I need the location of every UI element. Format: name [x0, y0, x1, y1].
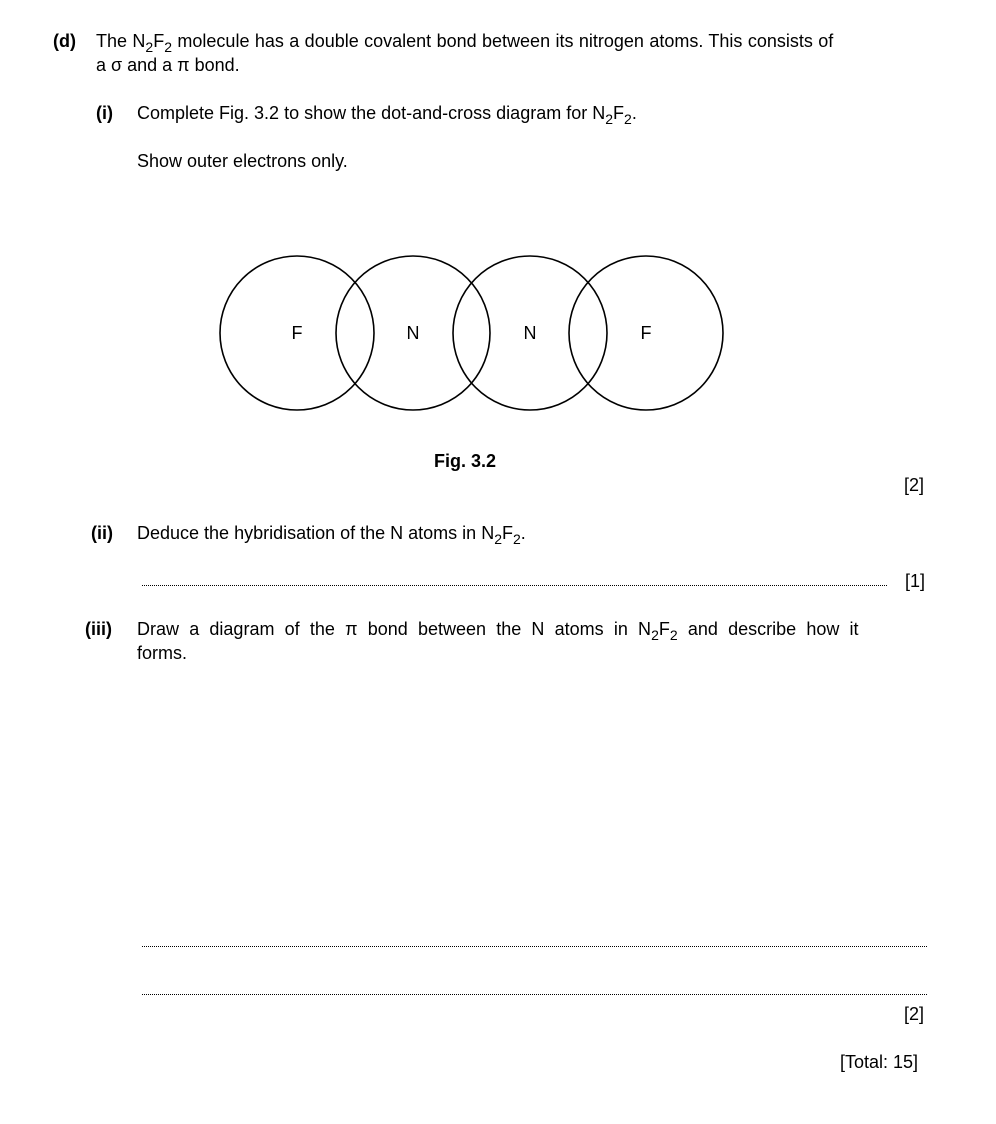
part-i-instruction-before: Complete Fig. 3.2 to show the dot-and-cross diagram for N [137, 103, 606, 123]
part-i-instruction-after: . [631, 103, 637, 123]
part-iii-question-mid: F [658, 619, 670, 639]
atom-label-f-left: F [291, 323, 303, 343]
part-ii-label: (ii) [91, 523, 113, 543]
atom-label-n-left: N [406, 323, 420, 343]
total-marks: [Total: 15] [840, 1052, 919, 1072]
part-d-intro [96, 31, 834, 55]
part-i-marks: [2] [904, 475, 925, 495]
part-iii-question-sub2: 2 [669, 627, 678, 643]
part-i-label: (i) [96, 103, 113, 123]
part-ii-question-mid: F [501, 523, 513, 543]
part-ii-question-after: . [520, 523, 526, 543]
part-iii-question-line2: forms. [137, 643, 188, 663]
part-d-label: (d) [53, 31, 76, 51]
part-iii-answer-line-2[interactable] [142, 994, 927, 995]
atom-label-n-right: N [523, 323, 537, 343]
part-iii-question-after: and describe how it [677, 619, 859, 639]
part-iii-question-sub1: 2 [651, 627, 659, 643]
atom-circle-n-right[interactable] [453, 256, 607, 410]
part-d-intro-sub2: 2 [164, 39, 173, 55]
part-ii-question-sub2: 2 [512, 531, 521, 547]
part-iii-label: (iii) [85, 619, 112, 639]
part-ii-question-sub1: 2 [494, 531, 502, 547]
part-d-intro-line2: a σ and a π bond. [96, 55, 240, 75]
part-d-intro-after: molecule has a double covalent bond between its nitrogen atoms. This consists of [172, 31, 834, 51]
part-iii-drawing-area[interactable] [137, 672, 927, 927]
atom-circle-f-right[interactable] [569, 256, 723, 410]
part-i-instruction-mid: F [613, 103, 625, 123]
part-d-intro-mid: F [153, 31, 165, 51]
part-d-intro-sub1: 2 [145, 39, 154, 55]
atom-circle-f-left[interactable] [220, 256, 374, 410]
part-iii-answer-line-1[interactable] [142, 946, 927, 947]
part-i-instruction-sub1: 2 [605, 111, 614, 127]
part-iii-question-before: Draw a diagram of the π bond between the N atoms in N [137, 619, 652, 639]
figure-caption: Fig. 3.2 [434, 451, 497, 471]
part-ii-question-before: Deduce the hybridisation of the N atoms in N [137, 523, 495, 543]
part-i-note: Show outer electrons only. [137, 151, 348, 171]
part-ii-marks: [1] [905, 571, 926, 591]
atom-label-f-right: F [640, 323, 652, 343]
part-ii-answer-line[interactable] [142, 585, 887, 586]
part-iii-marks: [2] [904, 1004, 925, 1024]
atom-circle-n-left[interactable] [336, 256, 490, 410]
part-iii-question [137, 619, 859, 643]
part-i-instruction [137, 103, 637, 127]
part-i-instruction-sub2: 2 [624, 111, 632, 127]
part-d-intro-before: The N [96, 31, 146, 51]
part-ii-question [137, 523, 526, 547]
